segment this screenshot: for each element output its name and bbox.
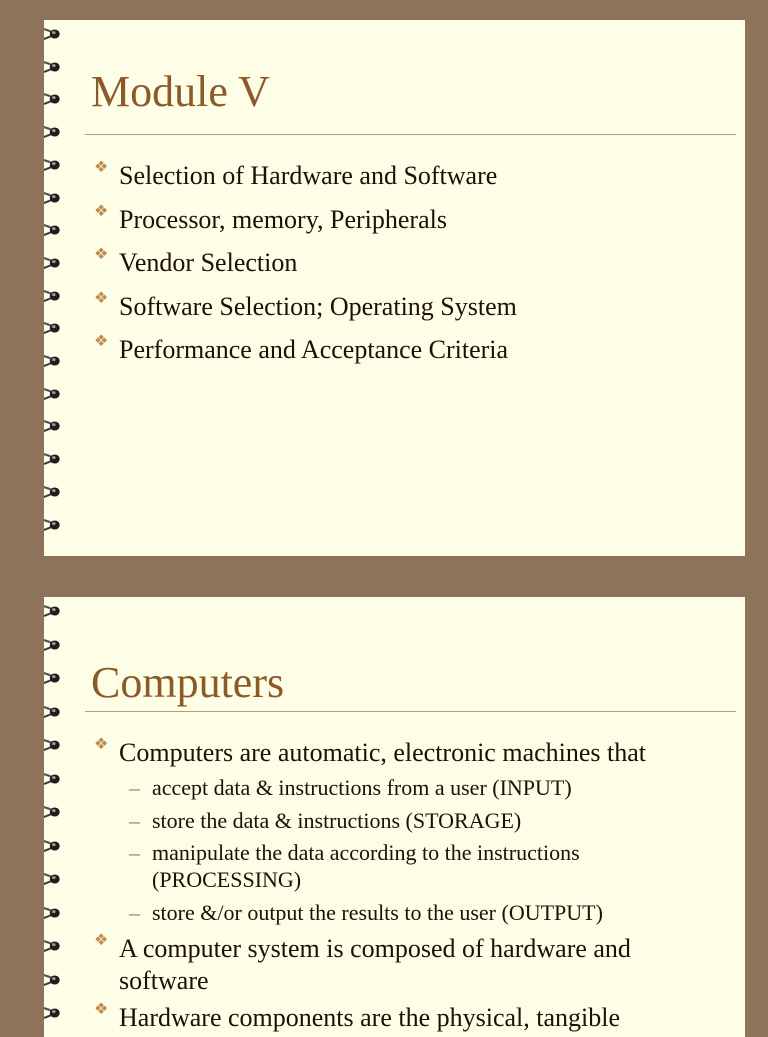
spiral-ring-icon [44, 735, 64, 755]
sub-bullet-text: accept data & instructions from a user (INPUT) [152, 775, 572, 800]
bullet-text: Selection of Hardware and Software [119, 161, 497, 190]
spiral-ring-icon [44, 57, 64, 77]
spiral-ring-icon [44, 970, 64, 990]
spiral-ring-icon [44, 24, 64, 44]
title-divider [85, 711, 736, 712]
diamond-bullet-icon: ❖ [94, 933, 108, 949]
sub-bullet-item [119, 808, 725, 835]
spiral-ring-icon [44, 220, 64, 240]
spiral-ring-icon [44, 482, 64, 502]
diamond-bullet-icon: ❖ [94, 160, 108, 176]
diamond-bullet-icon: ❖ [94, 204, 108, 220]
bullet-text: A computer system is composed of hardware and software [119, 934, 631, 995]
bullet-text: Hardware components are the physical, tangible [119, 1003, 620, 1032]
sub-bullet-text: manipulate the data according to the instructions (PROCESSING) [152, 840, 580, 892]
spiral-ring-icon [44, 351, 64, 371]
bullet-text: Software Selection; Operating System [119, 292, 517, 321]
bullet-item [92, 204, 725, 248]
spiral-ring-icon [44, 318, 64, 338]
sub-bullet-item [119, 900, 725, 927]
spiral-ring-icon [44, 515, 64, 535]
bullet-text: Processor, memory, Peripherals [119, 205, 447, 234]
bullet-item [92, 933, 725, 996]
bullet-list [92, 160, 725, 378]
bullet-list [92, 737, 725, 1037]
spiral-ring-icon [44, 836, 64, 856]
dash-bullet-icon: – [129, 808, 140, 835]
title-divider [85, 134, 736, 135]
bullet-item [92, 247, 725, 291]
spiral-ring-icon [44, 869, 64, 889]
slide-module-v [44, 20, 745, 556]
slide-title: Module V [91, 70, 270, 114]
bullet-item [92, 160, 725, 204]
diamond-bullet-icon: ❖ [94, 247, 108, 263]
spiral-ring-icon [44, 802, 64, 822]
sub-bullet-item [119, 840, 725, 894]
bullet-text: Computers are automatic, electronic machines that [119, 738, 646, 767]
diamond-bullet-icon: ❖ [94, 291, 108, 307]
diamond-bullet-icon: ❖ [94, 1002, 108, 1018]
spiral-ring-icon [44, 286, 64, 306]
bullet-item [92, 737, 725, 927]
bullet-text: Vendor Selection [119, 248, 297, 277]
bullet-text: Performance and Acceptance Criteria [119, 335, 508, 364]
spiral-ring-icon [44, 601, 64, 621]
spiral-ring-icon [44, 253, 64, 273]
spiral-ring-icon [44, 122, 64, 142]
spiral-ring-icon [44, 384, 64, 404]
bullet-item [92, 334, 725, 378]
slide-title: Computers [91, 661, 284, 705]
slide-computers [44, 597, 745, 1037]
spiral-ring-icon [44, 769, 64, 789]
spiral-ring-icon [44, 936, 64, 956]
spiral-ring-icon [44, 668, 64, 688]
spiral-ring-icon [44, 702, 64, 722]
spiral-ring-icon [44, 416, 64, 436]
dash-bullet-icon: – [129, 840, 140, 867]
spiral-ring-icon [44, 1003, 64, 1023]
spiral-ring-icon [44, 89, 64, 109]
spiral-ring-icon [44, 635, 64, 655]
spiral-ring-icon [44, 155, 64, 175]
diamond-bullet-icon: ❖ [94, 334, 108, 350]
spiral-ring-icon [44, 903, 64, 923]
spiral-ring-icon [44, 188, 64, 208]
dash-bullet-icon: – [129, 775, 140, 802]
diamond-bullet-icon: ❖ [94, 737, 108, 753]
sub-bullet-text: store the data & instructions (STORAGE) [152, 808, 521, 833]
spiral-ring-icon [44, 449, 64, 469]
dash-bullet-icon: – [129, 900, 140, 927]
bullet-item [92, 1002, 725, 1034]
bullet-item [92, 291, 725, 335]
sub-bullet-item [119, 775, 725, 802]
sub-bullet-list [119, 775, 725, 927]
sub-bullet-text: store &/or output the results to the user (OUTPUT) [152, 900, 603, 925]
